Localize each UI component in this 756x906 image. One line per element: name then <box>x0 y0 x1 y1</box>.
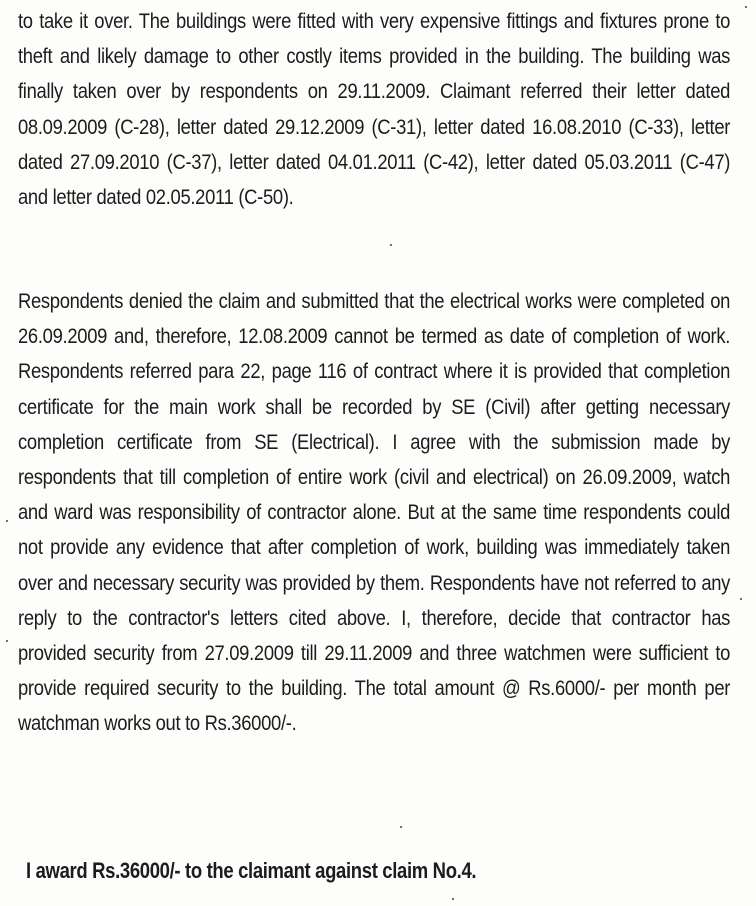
scan-speck <box>390 244 392 246</box>
paragraph-building-takeover: to take it over. The buildings were fitted with very expensive fittings and fixtures prone to theft and likely damage to other costly items provided in the building. The building was finally taken over by respondents on 29.11.2009. Claimant referred their letter dated 08.09.2009 (C-28), letter dated 29.12.2009 (C-31), letter dated 16.08.2010 (C-33), letter dated 27.09.2010 (C-37), letter dated 04.01.2011 (C-42), letter dated 05.03.2011 (C-47) and letter dated 02.05.2011 (C-50). <box>18 9 731 210</box>
award-statement: I award Rs.36000/- to the claimant against claim No.4. <box>26 858 477 883</box>
scan-speck <box>6 640 8 642</box>
scan-speck <box>400 826 402 828</box>
scan-speck <box>740 598 742 600</box>
scan-speck <box>452 898 454 900</box>
scan-speck <box>745 6 747 8</box>
paragraph-respondents-denial: Respondents denied the claim and submitted that the electrical works were completed on 26.09.2009 and, therefore, 12.08.2009 cannot be termed as date of completion of work. Respondents referred para 22, page 116 of contract where it is provided that completion certificate for the main work shall be recorded by SE (Civil) after getting necessary completion certificate from SE (Electrical). I agree with the submission made by respondents that till completion of entire work (civil and electrical) on 26.09.2009, watch and ward was responsibility of contractor alone. But at the same time respondents could not provide any evidence that after completion of work, building was immediately taken over and necessary security was provided by them. Respondents have not referred to any reply to the contractor's letters cited above. I, therefore, decide that contractor has provided security from 27.09.2009 till 29.11.2009 and three watchmen were sufficient to provide required security to the building. The total amount @ Rs.6000/- per month per watchman works out to Rs.36000/-. <box>18 289 731 736</box>
scan-speck <box>6 520 8 522</box>
